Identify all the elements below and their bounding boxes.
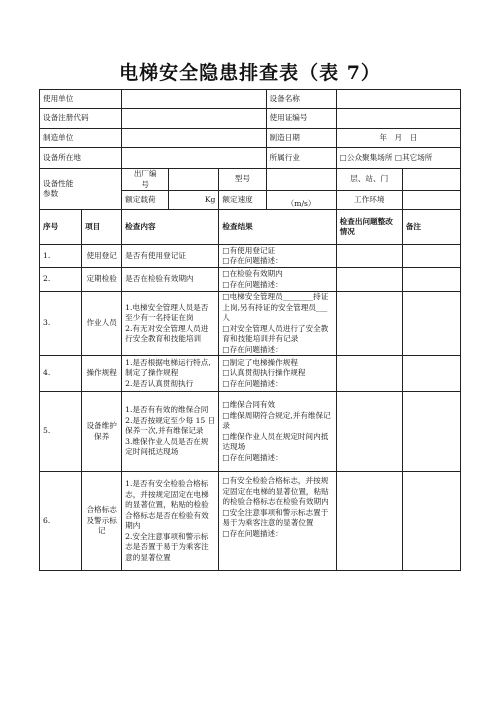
result-checkbox[interactable]: □ 安全注意事项和警示标志置于易于为乘客注意的显著位置 — [222, 508, 332, 529]
row-content: 1.是否根据电梯运行特点,制定了操作规程 2.是否认真贯彻执行 — [122, 356, 219, 392]
header-issue: 检查出问题整改情况 — [336, 210, 402, 245]
result-checkbox[interactable]: □ 维保合同有效 — [222, 400, 332, 411]
result-checkbox[interactable]: □ 维保作业人员在规定时间内抵达现场 — [222, 432, 332, 453]
row-issue-value[interactable] — [336, 392, 402, 472]
row-results — [219, 245, 336, 268]
manufacturer-value[interactable] — [122, 129, 266, 148]
mfg-date-label: 制造日期 — [266, 129, 336, 148]
rated-speed-label: 额定速度 — [219, 191, 266, 210]
result-checkbox[interactable]: □ 存在问题描述： — [222, 345, 332, 356]
result-checkbox[interactable]: □ 对安全管理人员进行了安全教育和技能培训并有记录 — [222, 324, 332, 345]
row-item: 操作规程 — [82, 356, 122, 392]
info-row-5 — [40, 169, 461, 191]
table-row — [40, 245, 461, 268]
info-row-1 — [40, 90, 461, 109]
table-row — [40, 292, 461, 356]
header-content: 检查内容 — [122, 210, 219, 245]
header-row — [40, 210, 461, 245]
row-content: 1.电梯安全管理人员是否至少有一名持证在岗 2.有无对安全管理人员进行安全教育和技能培训 — [122, 292, 219, 356]
row-item: 设备维护保养 — [82, 392, 122, 472]
row-no: 4. — [40, 356, 82, 392]
model-value[interactable] — [266, 169, 336, 191]
table-row — [40, 356, 461, 392]
row-content: 1.是否有有效的维保合同 2.是否按规定至少每 15 日保养一次,并有维保记录 3.维保作业人员是否在规定时间抵达现场 — [122, 392, 219, 472]
user-unit-label: 使用单位 — [40, 90, 122, 109]
location-value[interactable] — [122, 148, 266, 169]
row-issue-value[interactable] — [336, 356, 402, 392]
env-value[interactable] — [402, 191, 460, 210]
industry-label: 所属行业 — [266, 148, 336, 169]
row-remark-value[interactable] — [402, 472, 460, 571]
factory-no-label: 出厂编 号 — [122, 169, 169, 191]
row-results — [219, 472, 336, 571]
info-row-2 — [40, 109, 461, 129]
header-no: 序号 — [40, 210, 82, 245]
result-checkbox[interactable]: □ 认真贯彻执行操作规程 — [222, 368, 332, 379]
row-item: 合格标志及警示标记 — [82, 472, 122, 571]
table-row — [40, 392, 461, 472]
row-issue-value[interactable] — [336, 268, 402, 292]
table-row — [40, 268, 461, 292]
industry-option-other[interactable]: □ 其它场所 — [395, 153, 433, 162]
page-title: 电梯安全隐患排查表（表 7） — [119, 62, 381, 84]
info-row-4 — [40, 148, 461, 169]
mfg-date-value[interactable]: 年 月 日 — [336, 129, 460, 148]
row-no: 6. — [40, 472, 82, 571]
row-remark-value[interactable] — [402, 356, 460, 392]
row-issue-value[interactable] — [336, 292, 402, 356]
row-item: 使用登记 — [82, 245, 122, 268]
reg-code-value[interactable] — [122, 109, 266, 129]
row-issue-value[interactable] — [336, 245, 402, 268]
row-no: 5. — [40, 392, 82, 472]
row-content: 是否有使用登记证 — [122, 245, 219, 268]
device-name-label: 设备名称 — [266, 90, 336, 109]
result-checkbox[interactable]: □ 在检验有效期内 — [222, 269, 332, 280]
row-no: 1. — [40, 245, 82, 268]
row-no: 3. — [40, 292, 82, 356]
row-item: 作业人员 — [82, 292, 122, 356]
user-unit-value[interactable] — [122, 90, 266, 109]
row-results — [219, 356, 336, 392]
perf-label: 设备性能 参数 — [40, 169, 122, 210]
factory-no-value[interactable] — [169, 169, 219, 191]
result-checkbox[interactable]: □ 有使用登记证 — [222, 246, 332, 257]
result-checkbox[interactable]: □ 制定了电梯操作规程 — [222, 358, 332, 369]
row-results — [219, 268, 336, 292]
row-results — [219, 292, 336, 356]
result-checkbox[interactable]: □ 有安全检验合格标志，并按规定固定在电梯的显著位置，粘贴的检验合格标志在检验有效期内 — [222, 476, 332, 508]
manufacturer-label: 制造单位 — [40, 129, 122, 148]
rated-speed-unit[interactable]: （m/s） — [266, 191, 336, 210]
result-checkbox[interactable]: □ 存在问题描述： — [222, 256, 332, 267]
cert-no-value[interactable] — [336, 109, 460, 129]
row-no: 2. — [40, 268, 82, 292]
reg-code-label: 设备注册代码 — [40, 109, 122, 129]
header-result: 检查结果 — [219, 210, 336, 245]
result-checkbox[interactable]: □ 电梯安全管理员________持证上岗,另有持证的安全管理员___人 — [222, 292, 332, 324]
env-label: 工作环境 — [336, 191, 402, 210]
industry-options — [336, 148, 460, 169]
row-remark-value[interactable] — [402, 392, 460, 472]
location-label: 设备所在地 — [40, 148, 122, 169]
row-remark-value[interactable] — [402, 292, 460, 356]
table-row — [40, 472, 461, 571]
result-checkbox[interactable]: □ 存在问题描述： — [222, 453, 332, 464]
row-results — [219, 392, 336, 472]
row-content: 是否在检验有效期内 — [122, 268, 219, 292]
floors-label: 层、站、门 — [336, 169, 402, 191]
floors-value[interactable] — [402, 169, 460, 191]
header-item: 项目 — [82, 210, 122, 245]
result-checkbox[interactable]: □ 存在问题描述： — [222, 379, 332, 390]
industry-option-public[interactable]: □ 公众聚集场所 — [340, 153, 393, 162]
result-checkbox[interactable]: □ 存在问题描述： — [222, 280, 332, 291]
model-label: 型号 — [219, 169, 266, 191]
row-remark-value[interactable] — [402, 245, 460, 268]
cert-no-label: 使用证编号 — [266, 109, 336, 129]
row-issue-value[interactable] — [336, 472, 402, 571]
header-remark: 备注 — [402, 210, 460, 245]
rated-load-label: 额定载荷 — [122, 191, 169, 210]
row-content: 1.是否有安全检验合格标志，并按规定固定在电梯的显著位置，粘贴的检验合格标志是否在检验有效期内 2.安全注意事项和警示标志是否置于易于为乘客注意的显著位置 — [122, 472, 219, 571]
result-checkbox[interactable]: □ 维保周期符合规定,并有维保记录 — [222, 411, 332, 432]
row-item: 定期检验 — [82, 268, 122, 292]
device-name-value[interactable] — [336, 90, 460, 109]
row-remark-value[interactable] — [402, 268, 460, 292]
inspection-table — [39, 89, 461, 571]
rated-load-unit[interactable]: Kg — [169, 191, 219, 210]
result-checkbox[interactable]: □ 存在问题描述： — [222, 529, 332, 540]
info-row-3 — [40, 129, 461, 148]
